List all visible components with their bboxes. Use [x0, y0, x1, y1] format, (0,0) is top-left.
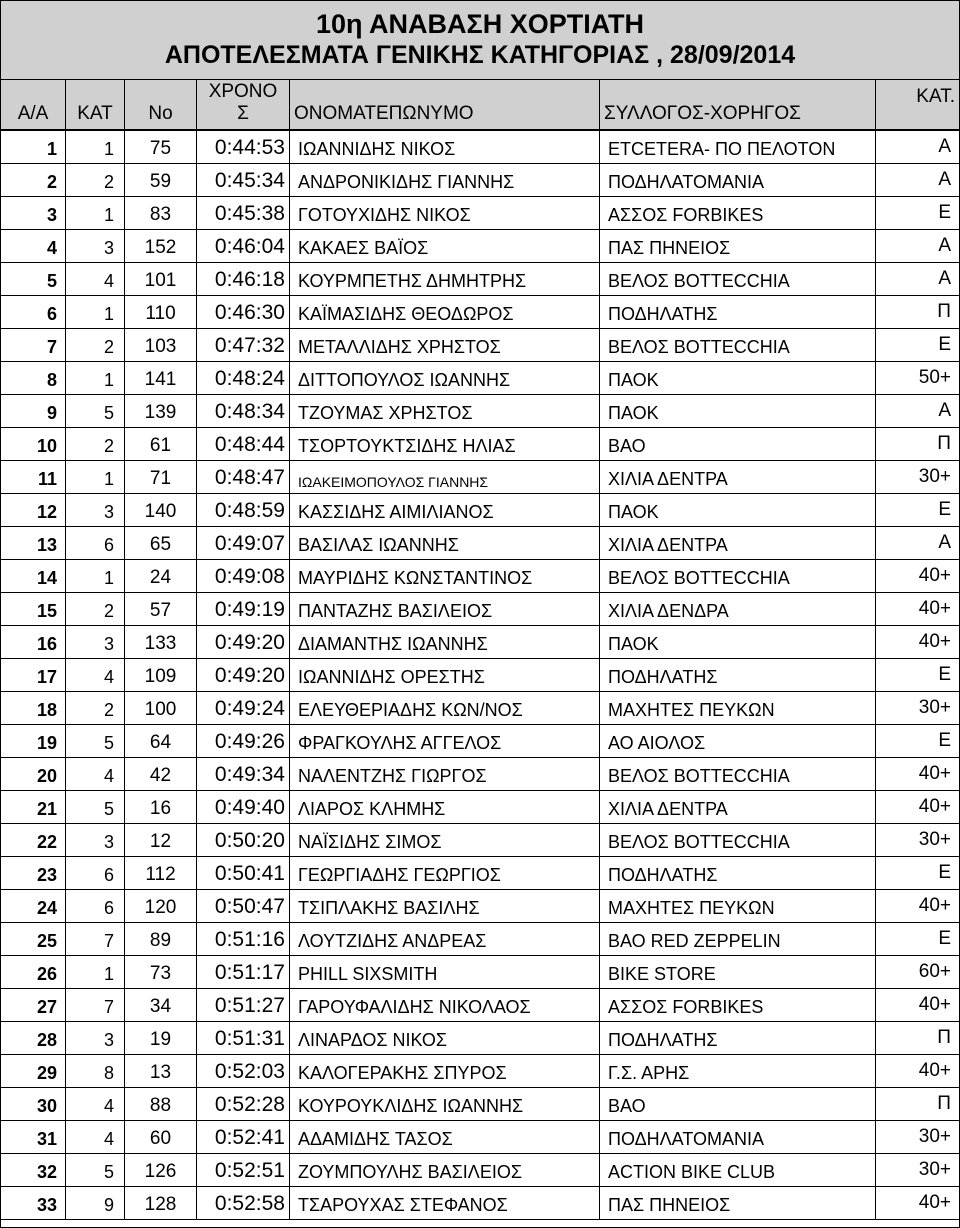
cell-rider-name: ΝΑΪΣΙΔΗΣ ΣΙΜΟΣ: [290, 824, 600, 856]
cell-bib-number: 100: [125, 692, 197, 724]
cell-class-rank: 2: [66, 593, 125, 625]
cell-time: 0:51:17: [197, 956, 290, 988]
cell-bib-number: 59: [125, 164, 197, 196]
header-club: ΣΥΛΛΟΓΟΣ-ΧΟΡΗΓΟΣ: [600, 80, 876, 129]
table-row: [1, 725, 959, 758]
cell-position: 4: [1, 230, 66, 262]
cell-class-rank: 7: [66, 923, 125, 955]
cell-bib-number: 24: [125, 560, 197, 592]
cell-bib-number: 152: [125, 230, 197, 262]
table-row: [1, 989, 959, 1022]
cell-class-rank: 1: [66, 560, 125, 592]
cell-position: 1: [1, 131, 66, 163]
cell-category: 50+: [918, 367, 951, 388]
cell-rider-name: ΤΖΟΥΜΑΣ ΧΡΗΣΤΟΣ: [290, 395, 600, 427]
cell-rider-name: ΔΙΑΜΑΝΤΗΣ ΙΩΑΝΝΗΣ: [290, 626, 600, 658]
cell-time: 0:44:53: [197, 131, 290, 163]
cell-position: 31: [1, 1121, 66, 1153]
cell-club: ΒΑΟ: [600, 1088, 876, 1120]
cell-bib-number: 42: [125, 758, 197, 790]
cell-class-rank: 3: [66, 824, 125, 856]
cell-club: ΒΕΛΟΣ BOTTECCHIA: [600, 560, 876, 592]
header-time-line2: Σ: [237, 103, 249, 124]
cell-rider-name: ΛΙΑΡΟΣ ΚΛΗΜΗΣ: [290, 791, 600, 823]
cell-position: 21: [1, 791, 66, 823]
cell-club: BIKE STORE: [600, 956, 876, 988]
cell-bib-number: 139: [125, 395, 197, 427]
cell-class-rank: 6: [66, 857, 125, 889]
header-time: [197, 80, 290, 129]
cell-position: 26: [1, 956, 66, 988]
cell-category: 60+: [918, 961, 951, 982]
results-table-body: [1, 131, 959, 1220]
cell-class-rank: 9: [66, 1187, 125, 1219]
cell-time: 0:52:41: [197, 1121, 290, 1153]
cell-position: 16: [1, 626, 66, 658]
cell-time: 0:45:38: [197, 197, 290, 229]
table-row: [1, 527, 959, 560]
cell-rider-name: ΔΙΤΤΟΠΟΥΛΟΣ ΙΩΑΝΝΗΣ: [290, 362, 600, 394]
table-row: [1, 593, 959, 626]
cell-time: 0:46:04: [197, 230, 290, 262]
table-row: [1, 395, 959, 428]
cell-club: ΠΟΔΗΛΑΤΟΜΑΝΙΑ: [600, 1121, 876, 1153]
event-title: 10η ΑΝΑΒΑΣΗ ΧΟΡΤΙΑΤΗ: [316, 9, 644, 39]
cell-time: 0:52:03: [197, 1055, 290, 1087]
cell-position: 20: [1, 758, 66, 790]
cell-bib-number: 141: [125, 362, 197, 394]
cell-club: ΒΕΛΟΣ BOTTECCHIA: [600, 824, 876, 856]
cell-category: 40+: [918, 994, 951, 1015]
cell-club: ΠΟΔΗΛΑΤΗΣ: [600, 1022, 876, 1054]
cell-time: 0:47:32: [197, 329, 290, 361]
cell-club: ΑΟ ΑΙΟΛΟΣ: [600, 725, 876, 757]
cell-time: 0:51:16: [197, 923, 290, 955]
cell-category: Α: [938, 400, 951, 421]
cell-club: ΧΙΛΙΑ ΔΕΝΔΡΑ: [600, 593, 876, 625]
cell-class-rank: 5: [66, 791, 125, 823]
cell-position: 6: [1, 296, 66, 328]
cell-class-rank: 8: [66, 1055, 125, 1087]
cell-position: 17: [1, 659, 66, 691]
cell-rider-name: ΤΣΟΡΤΟΥΚΤΣΙΔΗΣ ΗΛΙΑΣ: [290, 428, 600, 460]
cell-category: 30+: [918, 697, 951, 718]
header-aa: Α/Α: [1, 80, 66, 129]
cell-bib-number: 61: [125, 428, 197, 460]
cell-rider-name: ΙΩΑΝΝΙΔΗΣ ΝΙΚΟΣ: [290, 131, 600, 163]
cell-rider-name: ΜΕΤΑΛΛΙΔΗΣ ΧΡΗΣΤΟΣ: [290, 329, 600, 361]
cell-rider-name: ΤΣΑΡΟΥΧΑΣ ΣΤΕΦΑΝΟΣ: [290, 1187, 600, 1219]
cell-time: 0:51:27: [197, 989, 290, 1021]
table-row: [1, 791, 959, 824]
cell-time: 0:46:30: [197, 296, 290, 328]
cell-position: 2: [1, 164, 66, 196]
cell-rider-name: ΜΑΥΡΙΔΗΣ ΚΩΝΣΤΑΝΤΙΝΟΣ: [290, 560, 600, 592]
cell-rider-name: ΑΝΔΡΟΝΙΚΙΔΗΣ ΓΙΑΝΝΗΣ: [290, 164, 600, 196]
table-row: [1, 428, 959, 461]
table-row: [1, 659, 959, 692]
cell-time: 0:49:20: [197, 659, 290, 691]
cell-class-rank: 4: [66, 758, 125, 790]
title-block: [1, 1, 959, 80]
cell-position: 27: [1, 989, 66, 1021]
cell-bib-number: 133: [125, 626, 197, 658]
cell-time: 0:50:41: [197, 857, 290, 889]
cell-rider-name: ΒΑΣΙΛΑΣ ΙΩΑΝΝΗΣ: [290, 527, 600, 559]
cell-rider-name: ΑΔΑΜΙΔΗΣ ΤΑΣΟΣ: [290, 1121, 600, 1153]
table-row: [1, 1022, 959, 1055]
cell-position: 22: [1, 824, 66, 856]
cell-club: ΠΑΟΚ: [600, 395, 876, 427]
cell-position: 13: [1, 527, 66, 559]
cell-club: ΠΑΟΚ: [600, 626, 876, 658]
cell-position: 7: [1, 329, 66, 361]
table-row: [1, 1055, 959, 1088]
cell-class-rank: 5: [66, 725, 125, 757]
cell-category: Α: [938, 235, 951, 256]
cell-category: 30+: [918, 466, 951, 487]
table-row: [1, 1187, 959, 1220]
cell-rider-name: ΚΟΥΡΟΥΚΛΙΔΗΣ ΙΩΑΝΝΗΣ: [290, 1088, 600, 1120]
cell-rider-name: ΕΛΕΥΘΕΡΙΑΔΗΣ ΚΩΝ/ΝΟΣ: [290, 692, 600, 724]
cell-position: 25: [1, 923, 66, 955]
cell-category: Ε: [938, 862, 951, 883]
cell-time: 0:52:28: [197, 1088, 290, 1120]
cell-class-rank: 6: [66, 890, 125, 922]
cell-position: 15: [1, 593, 66, 625]
cell-position: 30: [1, 1088, 66, 1120]
cell-bib-number: 13: [125, 1055, 197, 1087]
cell-class-rank: 3: [66, 626, 125, 658]
cell-category: 40+: [918, 631, 951, 652]
cell-bib-number: 71: [125, 461, 197, 493]
cell-class-rank: 1: [66, 461, 125, 493]
cell-bib-number: 75: [125, 131, 197, 163]
cell-bib-number: 128: [125, 1187, 197, 1219]
cell-club: Γ.Σ. ΑΡΗΣ: [600, 1055, 876, 1087]
table-row: [1, 164, 959, 197]
cell-class-rank: 2: [66, 329, 125, 361]
cell-bib-number: 19: [125, 1022, 197, 1054]
cell-category: Ε: [938, 202, 951, 223]
cell-rider-name: ΤΣΙΠΛΑΚΗΣ ΒΑΣΙΛΗΣ: [290, 890, 600, 922]
cell-position: 14: [1, 560, 66, 592]
cell-rider-name: ΓΕΩΡΓΙΑΔΗΣ ΓΕΩΡΓΙΟΣ: [290, 857, 600, 889]
cell-time: 0:49:34: [197, 758, 290, 790]
table-header: [1, 80, 959, 131]
cell-rider-name: ΓΑΡΟΥΦΑΛΙΔΗΣ ΝΙΚΟΛΑΟΣ: [290, 989, 600, 1021]
table-row: [1, 626, 959, 659]
cell-category: 40+: [918, 895, 951, 916]
cell-rider-name: ΚΑΛΟΓΕΡΑΚΗΣ ΣΠΥΡΟΣ: [290, 1055, 600, 1087]
cell-club: ΧΙΛΙΑ ΔΕΝΤΡΑ: [600, 791, 876, 823]
table-row: [1, 857, 959, 890]
cell-category: 40+: [918, 763, 951, 784]
cell-rider-name: ΚΟΥΡΜΠΕΤΗΣ ΔΗΜΗΤΡΗΣ: [290, 263, 600, 295]
cell-time: 0:49:07: [197, 527, 290, 559]
header-kat: ΚΑΤ: [66, 80, 125, 129]
cell-bib-number: 57: [125, 593, 197, 625]
cell-time: 0:48:34: [197, 395, 290, 427]
cell-rider-name: ΖΟΥΜΠΟΥΛΗΣ ΒΑΣΙΛΕΙΟΣ: [290, 1154, 600, 1186]
cell-rider-name: ΛΟΥΤΖΙΔΗΣ ΑΝΔΡΕΑΣ: [290, 923, 600, 955]
table-row: [1, 362, 959, 395]
cell-class-rank: 6: [66, 527, 125, 559]
cell-club: ΠΟΔΗΛΑΤΗΣ: [600, 659, 876, 691]
cell-club: ΒΕΛΟΣ BOTTECCHIA: [600, 329, 876, 361]
cell-position: 18: [1, 692, 66, 724]
cell-category: Α: [938, 268, 951, 289]
cell-category: Ε: [938, 664, 951, 685]
cell-time: 0:46:18: [197, 263, 290, 295]
cell-club: ACTION BIKE CLUB: [600, 1154, 876, 1186]
cell-class-rank: 4: [66, 659, 125, 691]
cell-bib-number: 12: [125, 824, 197, 856]
cell-rider-name: ΙΩΑΚΕΙΜΟΠΟΥΛΟΣ ΓΙΑΝΝΗΣ: [290, 461, 600, 493]
cell-time: 0:52:51: [197, 1154, 290, 1186]
cell-time: 0:49:40: [197, 791, 290, 823]
cell-rider-name: ΓΟΤΟΥΧΙΔΗΣ ΝΙΚΟΣ: [290, 197, 600, 229]
cell-class-rank: 1: [66, 197, 125, 229]
table-row: [1, 494, 959, 527]
cell-category: Π: [937, 433, 951, 454]
cell-position: 23: [1, 857, 66, 889]
cell-class-rank: 3: [66, 494, 125, 526]
header-name: ΟΝΟΜΑΤΕΠΩΝΥΜΟ: [290, 80, 600, 129]
cell-time: 0:50:20: [197, 824, 290, 856]
table-row: [1, 296, 959, 329]
cell-club: ΒΕΛΟΣ BOTTECCHIA: [600, 263, 876, 295]
cell-bib-number: 34: [125, 989, 197, 1021]
table-row: [1, 890, 959, 923]
cell-time: 0:50:47: [197, 890, 290, 922]
cell-class-rank: 4: [66, 1121, 125, 1153]
cell-time: 0:49:20: [197, 626, 290, 658]
cell-category: 40+: [918, 565, 951, 586]
cell-class-rank: 2: [66, 692, 125, 724]
cell-category: Ε: [938, 730, 951, 751]
cell-position: 12: [1, 494, 66, 526]
cell-rider-name: ΚΑΪΜΑΣΙΔΗΣ ΘΕΟΔΩΡΟΣ: [290, 296, 600, 328]
cell-bib-number: 126: [125, 1154, 197, 1186]
cell-rider-name: ΛΙΝΑΡΔΟΣ ΝΙΚΟΣ: [290, 1022, 600, 1054]
cell-bib-number: 112: [125, 857, 197, 889]
cell-class-rank: 3: [66, 230, 125, 262]
cell-position: 28: [1, 1022, 66, 1054]
cell-bib-number: 120: [125, 890, 197, 922]
table-row: [1, 692, 959, 725]
table-row: [1, 560, 959, 593]
cell-club: ΒΕΛΟΣ BOTTECCHIA: [600, 758, 876, 790]
cell-category: 30+: [918, 1159, 951, 1180]
cell-position: 33: [1, 1187, 66, 1219]
cell-rider-name: PHILL SIXSMITH: [290, 956, 600, 988]
cell-time: 0:49:24: [197, 692, 290, 724]
header-category: ΚΑΤ.: [916, 85, 955, 107]
cell-club: ΒΑΟ: [600, 428, 876, 460]
cell-bib-number: 83: [125, 197, 197, 229]
cell-time: 0:52:58: [197, 1187, 290, 1219]
cell-club: ΠΑΟΚ: [600, 494, 876, 526]
cell-class-rank: 1: [66, 956, 125, 988]
cell-club: ΜΑΧΗΤΕΣ ΠΕΥΚΩΝ: [600, 890, 876, 922]
cell-club: ΠΟΔΗΛΑΤΗΣ: [600, 296, 876, 328]
table-row: [1, 1121, 959, 1154]
table-row: [1, 230, 959, 263]
table-row: [1, 758, 959, 791]
cell-rider-name: ΙΩΑΝΝΙΔΗΣ ΟΡΕΣΤΗΣ: [290, 659, 600, 691]
cell-time: 0:51:31: [197, 1022, 290, 1054]
cell-bib-number: 110: [125, 296, 197, 328]
cell-category: 30+: [918, 829, 951, 850]
cell-bib-number: 16: [125, 791, 197, 823]
cell-category: Α: [938, 169, 951, 190]
cell-club: ETCETERA- ΠΟ ΠΕΛΟΤΟΝ: [600, 131, 876, 163]
cell-club: ΠΑΣ ΠΗΝΕΙΟΣ: [600, 230, 876, 262]
cell-club: ΜΑΧΗΤΕΣ ΠΕΥΚΩΝ: [600, 692, 876, 724]
cell-time: 0:49:08: [197, 560, 290, 592]
header-no: Νο: [125, 80, 197, 129]
cell-club: ΑΣΣΟΣ FORBIKES: [600, 989, 876, 1021]
cell-bib-number: 65: [125, 527, 197, 559]
table-row: [1, 824, 959, 857]
cell-class-rank: 2: [66, 164, 125, 196]
cell-position: 5: [1, 263, 66, 295]
cell-bib-number: 103: [125, 329, 197, 361]
cell-time: 0:48:47: [197, 461, 290, 493]
cell-time: 0:48:24: [197, 362, 290, 394]
cell-class-rank: 7: [66, 989, 125, 1021]
cell-position: 9: [1, 395, 66, 427]
cell-class-rank: 5: [66, 395, 125, 427]
cell-category: Ε: [938, 928, 951, 949]
cell-position: 24: [1, 890, 66, 922]
cell-position: 3: [1, 197, 66, 229]
cell-category: 40+: [918, 598, 951, 619]
cell-position: 8: [1, 362, 66, 394]
cell-category: 40+: [918, 796, 951, 817]
cell-bib-number: 140: [125, 494, 197, 526]
results-subtitle: ΑΠΟΤΕΛΕΣΜΑΤΑ ΓΕΝΙΚΗΣ ΚΑΤΗΓΟΡΙΑΣ , 28/09/2014: [164, 41, 796, 69]
cell-class-rank: 1: [66, 131, 125, 163]
cell-bib-number: 73: [125, 956, 197, 988]
cell-time: 0:45:34: [197, 164, 290, 196]
cell-category: Π: [937, 1027, 951, 1048]
cell-class-rank: 4: [66, 1088, 125, 1120]
cell-bib-number: 64: [125, 725, 197, 757]
cell-category: 40+: [918, 1060, 951, 1081]
cell-category: Α: [938, 532, 951, 553]
table-row: [1, 461, 959, 494]
cell-category: 40+: [918, 1192, 951, 1213]
cell-rider-name: ΚΑΚΑΕΣ ΒΑΪΟΣ: [290, 230, 600, 262]
cell-position: 19: [1, 725, 66, 757]
cell-bib-number: 88: [125, 1088, 197, 1120]
table-row: [1, 329, 959, 362]
cell-club: ΧΙΛΙΑ ΔΕΝΤΡΑ: [600, 461, 876, 493]
table-row: [1, 956, 959, 989]
table-row: [1, 263, 959, 296]
table-row: [1, 1154, 959, 1187]
cell-time: 0:49:26: [197, 725, 290, 757]
cell-club: ΠΟΔΗΛΑΤΗΣ: [600, 857, 876, 889]
cell-bib-number: 109: [125, 659, 197, 691]
cell-rider-name: ΦΡΑΓΚΟΥΛΗΣ ΑΓΓΕΛΟΣ: [290, 725, 600, 757]
table-row: [1, 923, 959, 956]
cell-time: 0:48:44: [197, 428, 290, 460]
cell-bib-number: 101: [125, 263, 197, 295]
table-row: [1, 1088, 959, 1121]
table-row: [1, 131, 959, 164]
cell-class-rank: 4: [66, 263, 125, 295]
cell-time: 0:48:59: [197, 494, 290, 526]
cell-category: 30+: [918, 1126, 951, 1147]
cell-bib-number: 60: [125, 1121, 197, 1153]
cell-rider-name: ΠΑΝΤΑΖΗΣ ΒΑΣΙΛΕΙΟΣ: [290, 593, 600, 625]
table-row: [1, 197, 959, 230]
cell-class-rank: 1: [66, 362, 125, 394]
cell-club: ΒΑΟ RED ZEPPELIN: [600, 923, 876, 955]
cell-time: 0:49:19: [197, 593, 290, 625]
cell-class-rank: 3: [66, 1022, 125, 1054]
header-time-line1: ΧΡΟΝΟ: [208, 81, 278, 102]
cell-rider-name: ΚΑΣΣΙΔΗΣ ΑΙΜΙΛΙΑΝΟΣ: [290, 494, 600, 526]
cell-class-rank: 2: [66, 428, 125, 460]
cell-category: Π: [937, 301, 951, 322]
cell-rider-name: ΝΑΛΕΝΤΖΗΣ ΓΙΩΡΓΟΣ: [290, 758, 600, 790]
cell-position: 32: [1, 1154, 66, 1186]
cell-club: ΧΙΛΙΑ ΔΕΝΤΡΑ: [600, 527, 876, 559]
cell-club: ΠΟΔΗΛΑΤΟΜΑΝΙΑ: [600, 164, 876, 196]
cell-position: 10: [1, 428, 66, 460]
cell-category: Α: [938, 136, 951, 157]
cell-club: ΠΑΣ ΠΗΝΕΙΟΣ: [600, 1187, 876, 1219]
cell-club: ΠΑΟΚ: [600, 362, 876, 394]
cell-club: ΑΣΣΟΣ FORBIKES: [600, 197, 876, 229]
cell-category: Ε: [938, 499, 951, 520]
cell-position: 11: [1, 461, 66, 493]
cell-position: 29: [1, 1055, 66, 1087]
cell-class-rank: 5: [66, 1154, 125, 1186]
cell-class-rank: 1: [66, 296, 125, 328]
cell-category: Ε: [938, 334, 951, 355]
cell-bib-number: 89: [125, 923, 197, 955]
cell-category: Π: [937, 1093, 951, 1114]
